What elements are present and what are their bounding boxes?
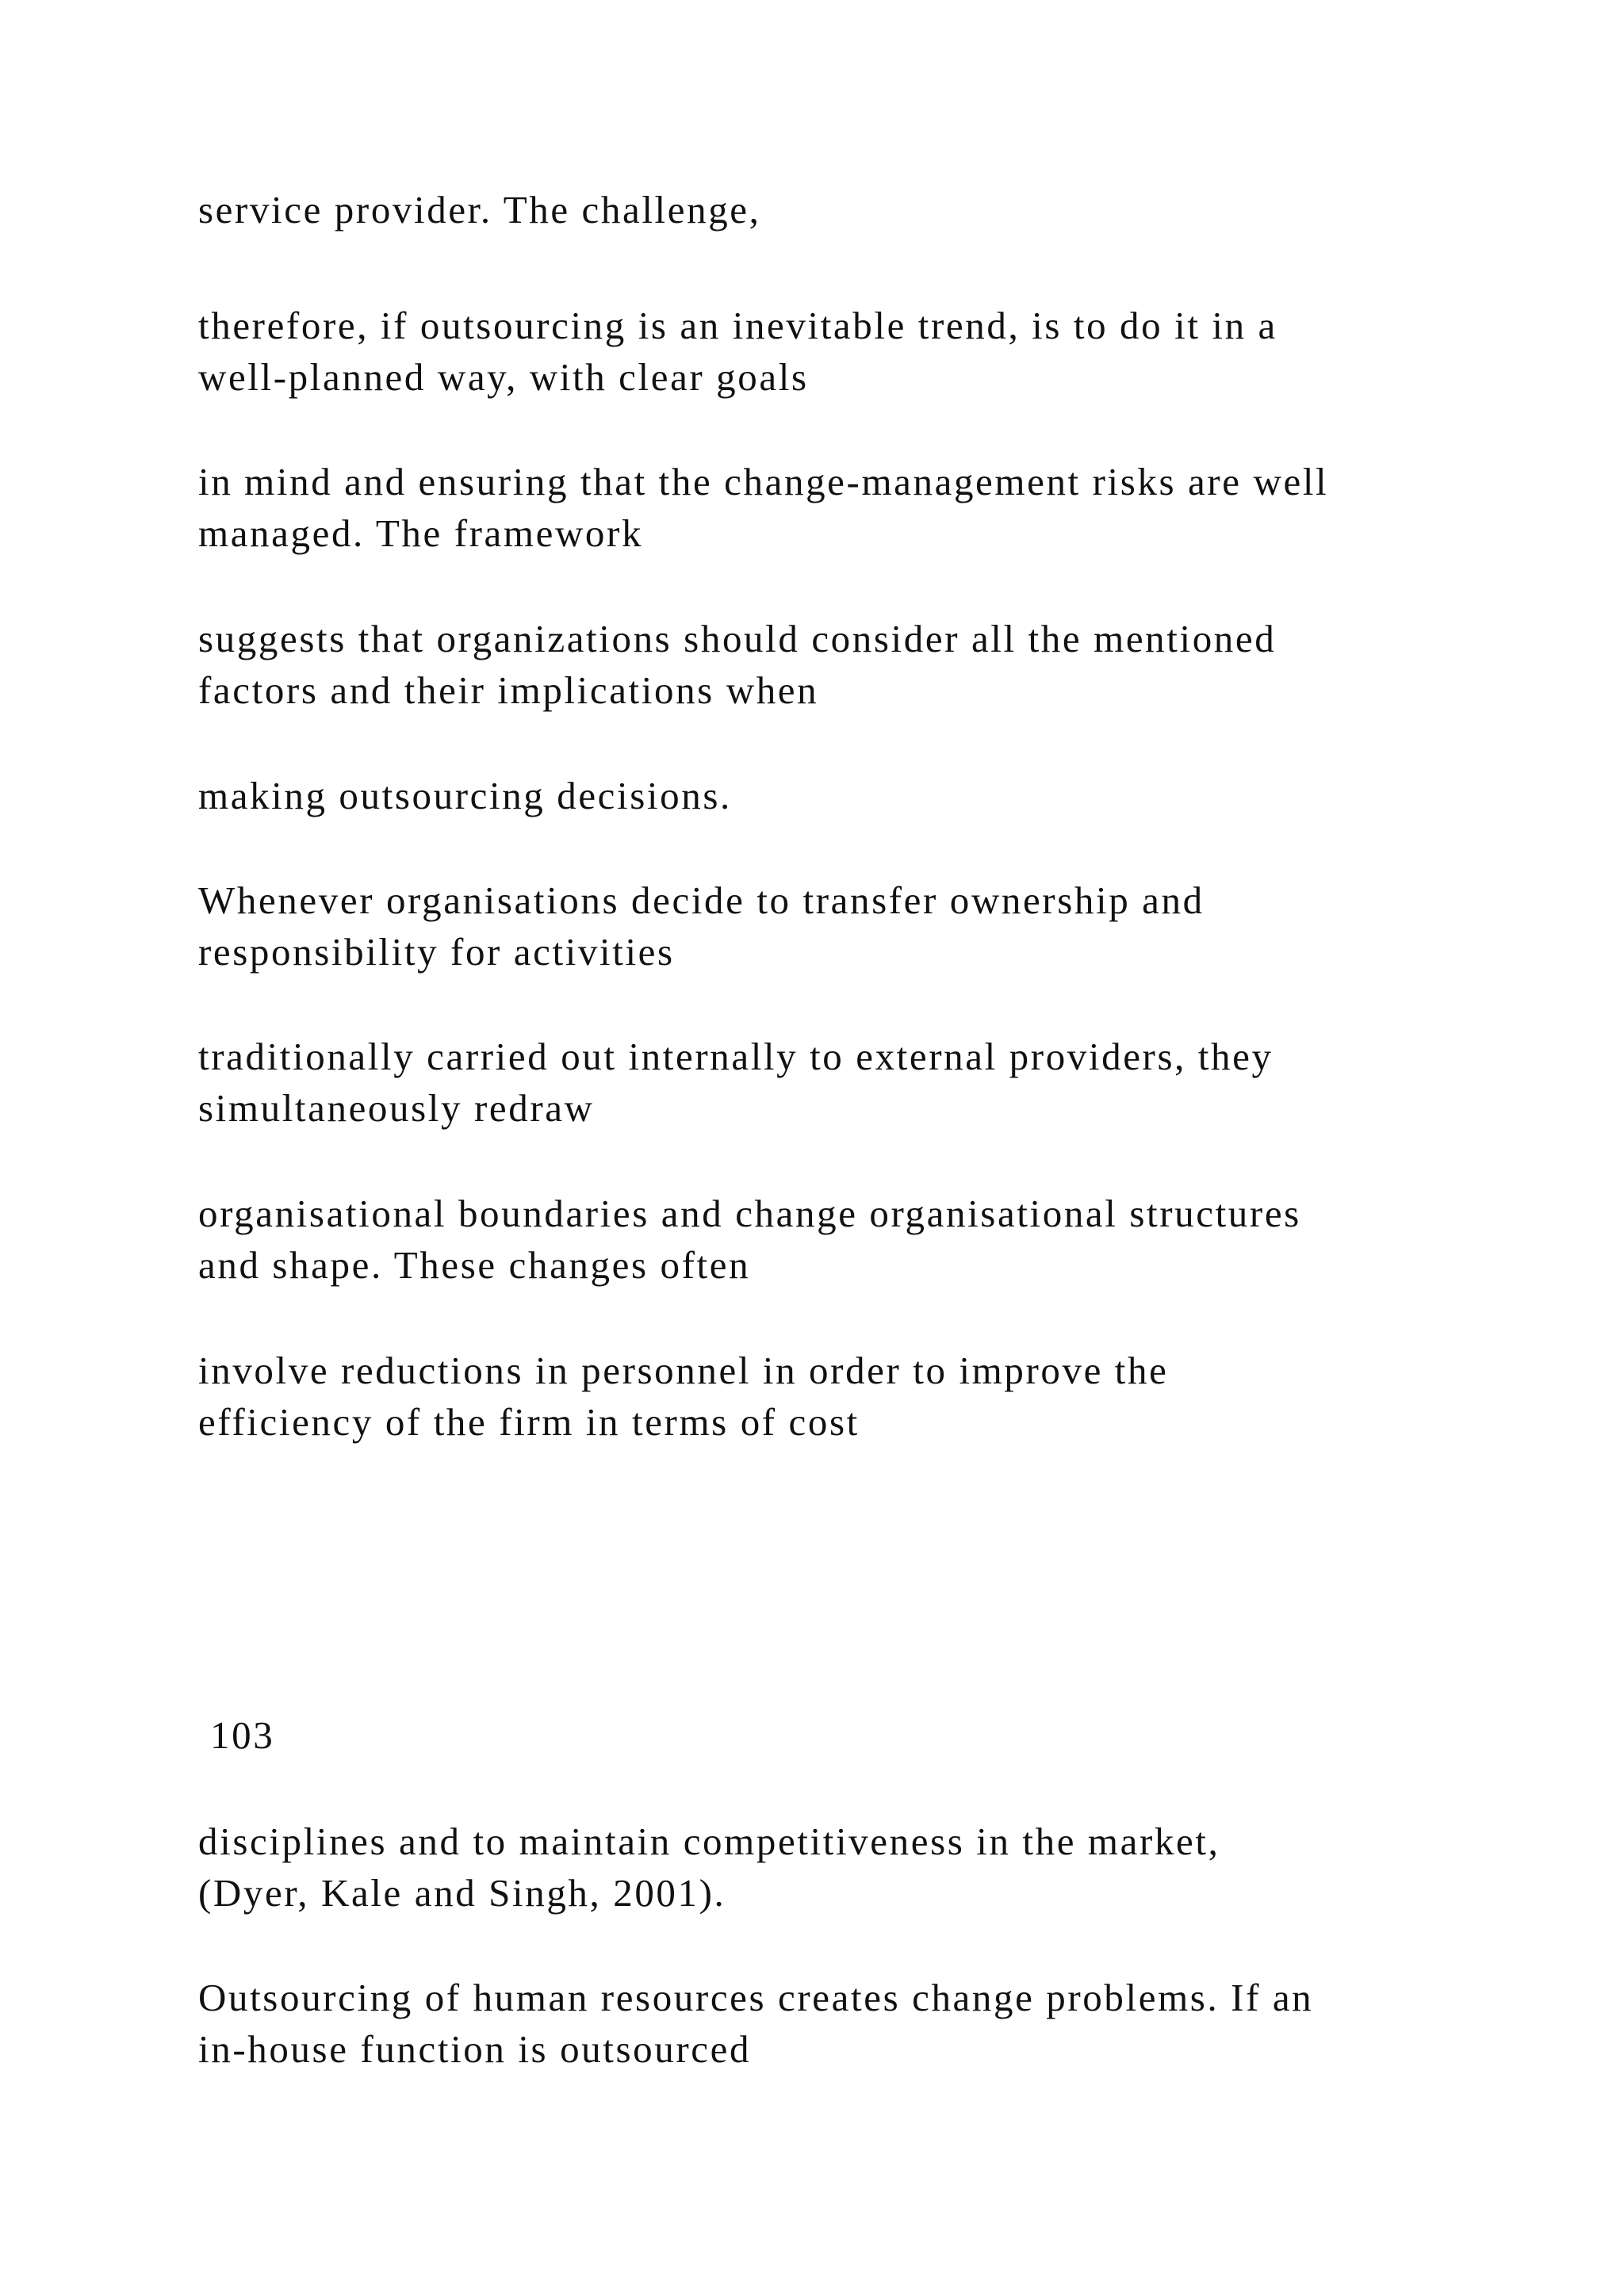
paragraph-line: simultaneously redraw bbox=[198, 1086, 595, 1130]
paragraph-11 bbox=[198, 1972, 1546, 2075]
paragraph-line: and shape. These changes often bbox=[198, 1243, 751, 1287]
paragraph-line: responsibility for activities bbox=[198, 930, 675, 974]
paragraph-line: well-planned way, with clear goals bbox=[198, 355, 809, 399]
paragraph-line: Whenever organisations decide to transfer ownership and bbox=[198, 878, 1205, 922]
paragraph-8 bbox=[198, 1188, 1546, 1291]
paragraph-7 bbox=[198, 1031, 1546, 1134]
paragraph-line: service provider. The challenge, bbox=[198, 188, 761, 232]
paragraph-line: disciplines and to maintain competitiveness in the market, bbox=[198, 1820, 1220, 1863]
paragraph-2 bbox=[198, 300, 1546, 403]
paragraph-line: making outsourcing decisions. bbox=[198, 774, 732, 817]
paragraph-10 bbox=[198, 1816, 1546, 1919]
paragraph-9 bbox=[198, 1345, 1546, 1448]
paragraph-line: suggests that organizations should consider all the mentioned bbox=[198, 617, 1277, 660]
paragraph-line: (Dyer, Kale and Singh, 2001). bbox=[198, 1871, 726, 1915]
paragraph-5 bbox=[198, 770, 1546, 821]
paragraph-3 bbox=[198, 456, 1546, 559]
paragraph-line: managed. The framework bbox=[198, 511, 644, 555]
paragraph-4 bbox=[198, 613, 1546, 716]
paragraph-line: in mind and ensuring that the change-management risks are well bbox=[198, 460, 1329, 503]
paragraph-line: traditionally carried out internally to external providers, they bbox=[198, 1035, 1274, 1078]
paragraph-1 bbox=[198, 184, 1546, 235]
paragraph-line: organisational boundaries and change organisational structures bbox=[198, 1192, 1301, 1235]
paragraph-line: Outsourcing of human resources creates change problems. If an bbox=[198, 1976, 1314, 2019]
page-number: 103 bbox=[210, 1713, 275, 1757]
paragraph-line: therefore, if outsourcing is an inevitable trend, is to do it in a bbox=[198, 304, 1277, 347]
paragraph-line: in-house function is outsourced bbox=[198, 2027, 752, 2071]
paragraph-line: involve reductions in personnel in order to improve the bbox=[198, 1349, 1169, 1392]
paragraph-line: efficiency of the firm in terms of cost bbox=[198, 1400, 860, 1444]
paragraph-6 bbox=[198, 874, 1546, 978]
paragraph-line: factors and their implications when bbox=[198, 668, 819, 712]
